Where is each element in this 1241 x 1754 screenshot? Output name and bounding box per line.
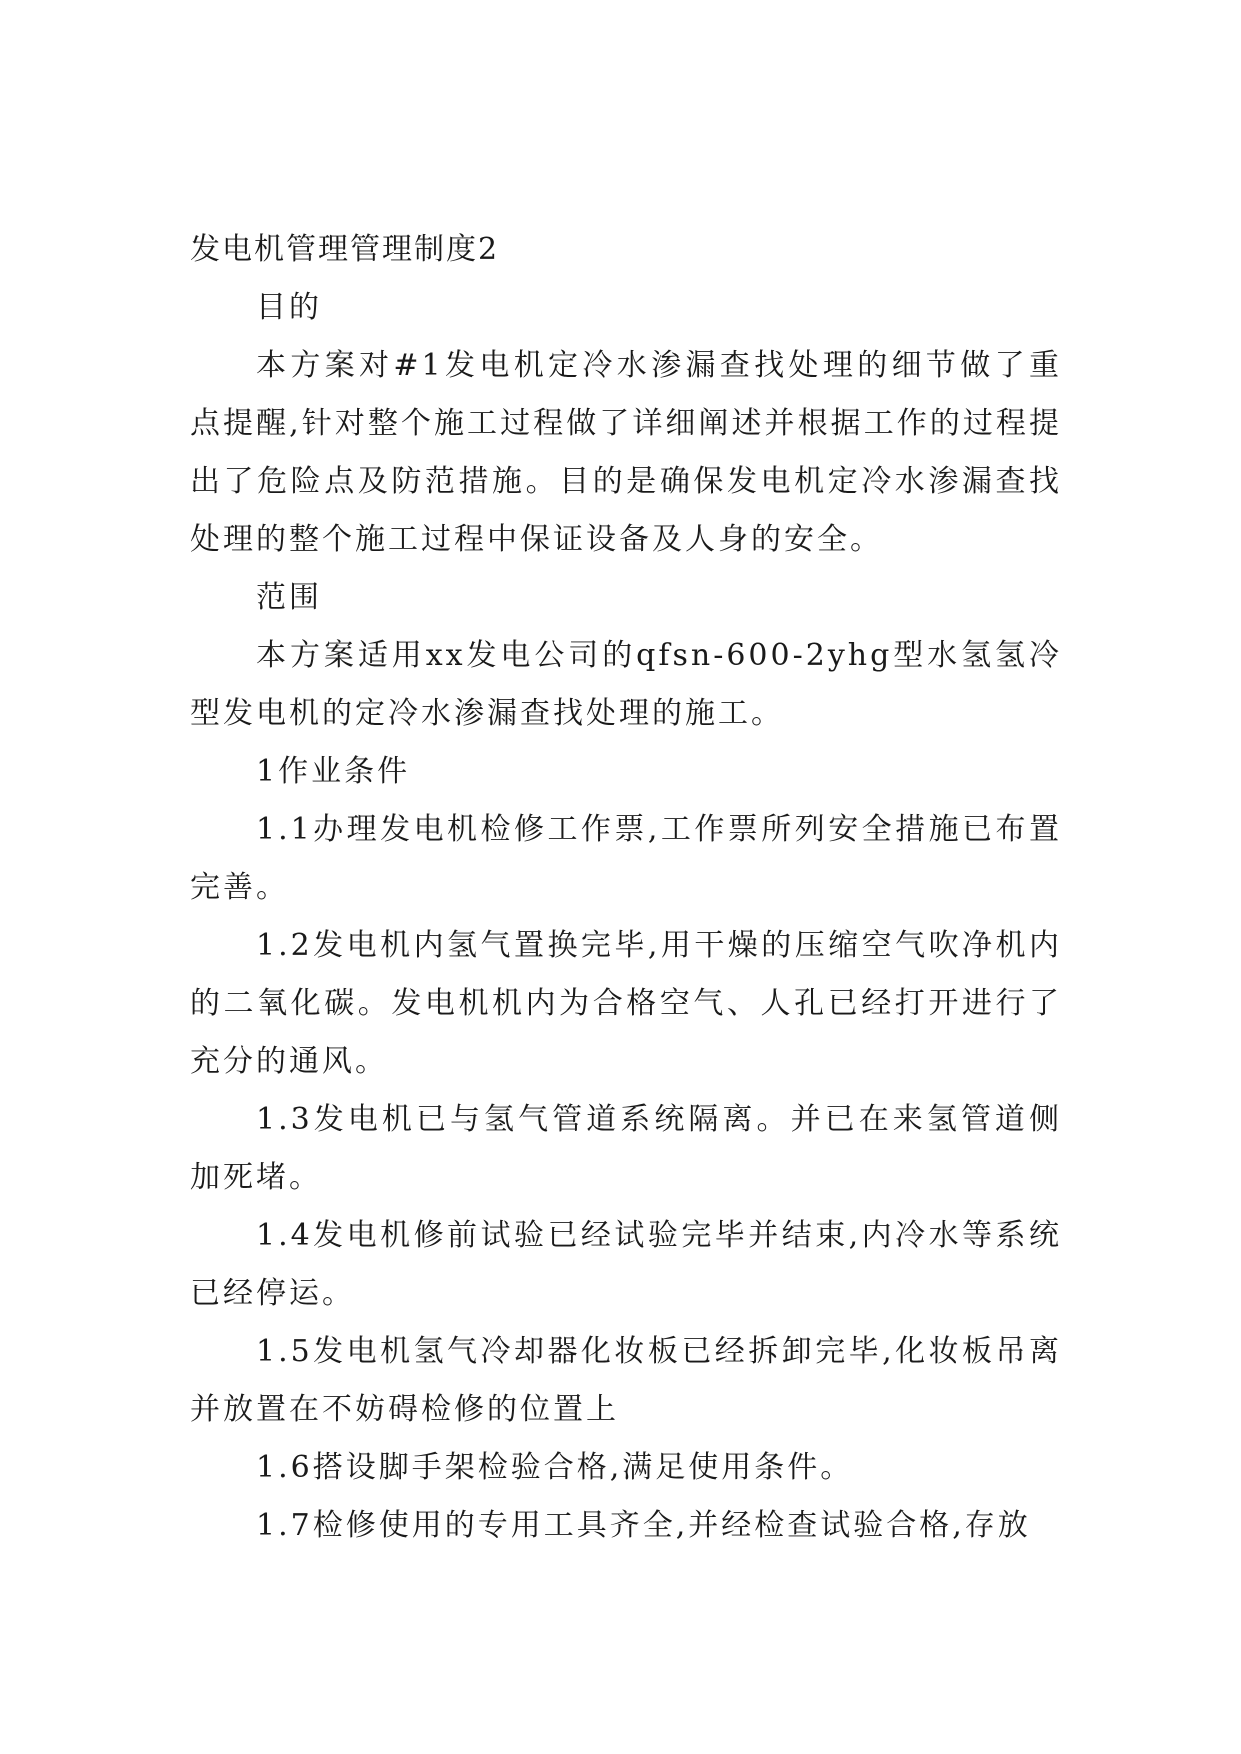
paragraph-scope: 本方案适用xx发电公司的qfsn-600-2yhg型水氢氢冷型发电机的定冷水渗漏查找处理的施工。 [190,638,1062,731]
paragraph-1-6: 1.6搭设脚手架检验合格,满足使用条件。 [256,1450,854,1485]
paragraph-1-3: 1.3发电机已与氢气管道系统隔离。并已在来氢管道侧加死堵。 [190,1102,1062,1195]
paragraph-1-5: 1.5发电机氢气冷却器化妆板已经拆卸完毕,化妆板吊离并放置在不妨碍检修的位置上 [190,1334,1062,1427]
section-heading-purpose: 目的 [256,290,322,325]
paragraph-1-4: 1.4发电机修前试验已经试验完毕并结束,内冷水等系统已经停运。 [190,1218,1062,1311]
section-heading-scope: 范围 [256,580,322,615]
document-title: 发电机管理管理制度2 [190,232,500,267]
document-body [190,221,1062,1555]
paragraph-1-1: 1.1办理发电机检修工作票,工作票所列安全措施已布置完善。 [190,812,1062,905]
paragraph-purpose: 本方案对#1发电机定冷水渗漏查找处理的细节做了重点提醒,针对整个施工过程做了详细阐述并根据工作的过程提出了危险点及防范措施。目的是确保发电机定冷水渗漏查找处理的整个施工过程中保证设备及人身的安全。 [190,348,1062,557]
paragraph-1-2: 1.2发电机内氢气置换完毕,用干燥的压缩空气吹净机内的二氧化碳。发电机机内为合格空气、人孔已经打开进行了充分的通风。 [190,928,1062,1079]
section-heading-conditions: 1作业条件 [256,754,411,789]
paragraph-1-7: 1.7检修使用的专用工具齐全,并经检查试验合格,存放 [256,1508,1031,1543]
